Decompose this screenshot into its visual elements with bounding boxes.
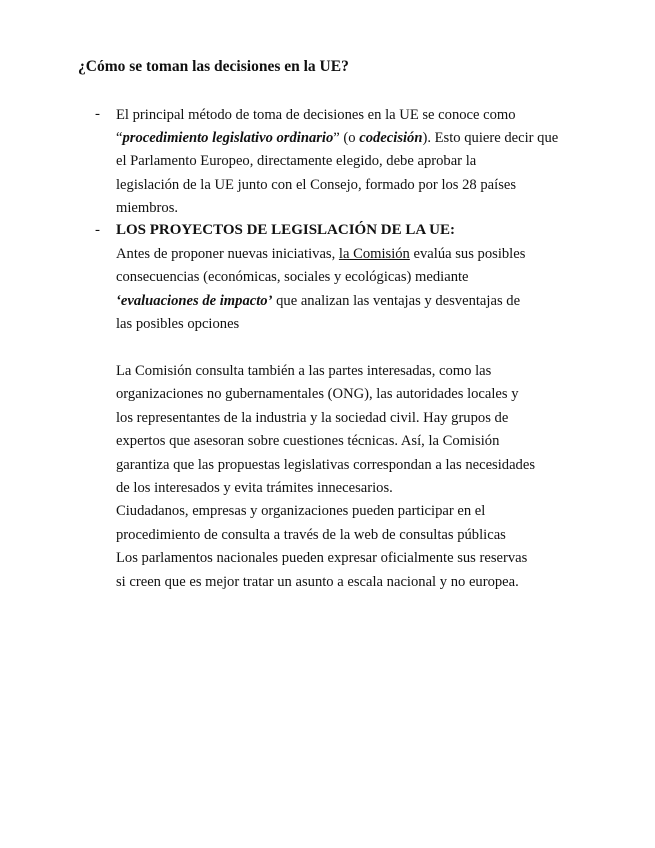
section1-line-3: el Parlamento Europeo, directamente elegido, debe aprobar la (116, 153, 477, 169)
section2-line-1: Antes de proponer nuevas iniciativas, la Comisión evalúa sus posibles (116, 246, 526, 262)
section2-line-4: las posibles opciones (116, 316, 240, 332)
section1-line-1: El principal método de toma de decisiones en la UE se conoce como (116, 107, 516, 123)
paragraph-line: La Comisión consulta también a las partes interesadas, como las (116, 363, 492, 379)
term-evaluaciones: ‘evaluaciones de impacto’ (116, 293, 273, 309)
comision-link[interactable]: la Comisión (338, 246, 410, 262)
section1-line-4: legislación de la UE junto con el Consejo, formado por los 28 países (116, 177, 517, 193)
paragraph-line: expertos que asesoran sobre cuestiones técnicas. Así, la Comisión (116, 433, 500, 449)
paragraph-line: de los interesados y evita trámites innecesarios. (116, 480, 393, 496)
paragraph-line: los representantes de la industria y la sociedad civil. Hay grupos de (116, 410, 509, 426)
section1-line-2: “procedimiento legislativo ordinario” (o codecisión). Esto quiere decir que (116, 130, 559, 146)
paragraph-line: garantiza que las propuestas legislativas correspondan a las necesidades (116, 457, 536, 473)
bullet-dash-1: - (95, 106, 100, 122)
paragraph-line: Los parlamentos nacionales pueden expresar oficialmente sus reservas (116, 550, 528, 566)
paragraph-line: Ciudadanos, empresas y organizaciones pueden participar en el (116, 503, 486, 519)
paragraph-line: procedimiento de consulta a través de la web de consultas públicas (116, 527, 506, 543)
term-codecision: codecisión (359, 130, 423, 146)
page-title: ¿Cómo se toman las decisiones en la UE? (78, 58, 349, 75)
section2-line-2: consecuencias (económicas, sociales y ecológicas) mediante (116, 269, 469, 285)
section2-heading: LOS PROYECTOS DE LEGISLACIÓN DE LA UE: (116, 222, 455, 238)
section2-line-3: ‘evaluaciones de impacto’ que analizan las ventajas y desventajas de (116, 293, 521, 309)
paragraph-line: si creen que es mejor tratar un asunto a escala nacional y no europea. (116, 574, 519, 590)
bullet-dash-2: - (95, 222, 100, 238)
paragraph-line: organizaciones no gubernamentales (ONG), las autoridades locales y (116, 386, 519, 402)
section1-line-5: miembros. (116, 200, 179, 216)
term-procedimiento: procedimiento legislativo ordinario (122, 130, 334, 146)
